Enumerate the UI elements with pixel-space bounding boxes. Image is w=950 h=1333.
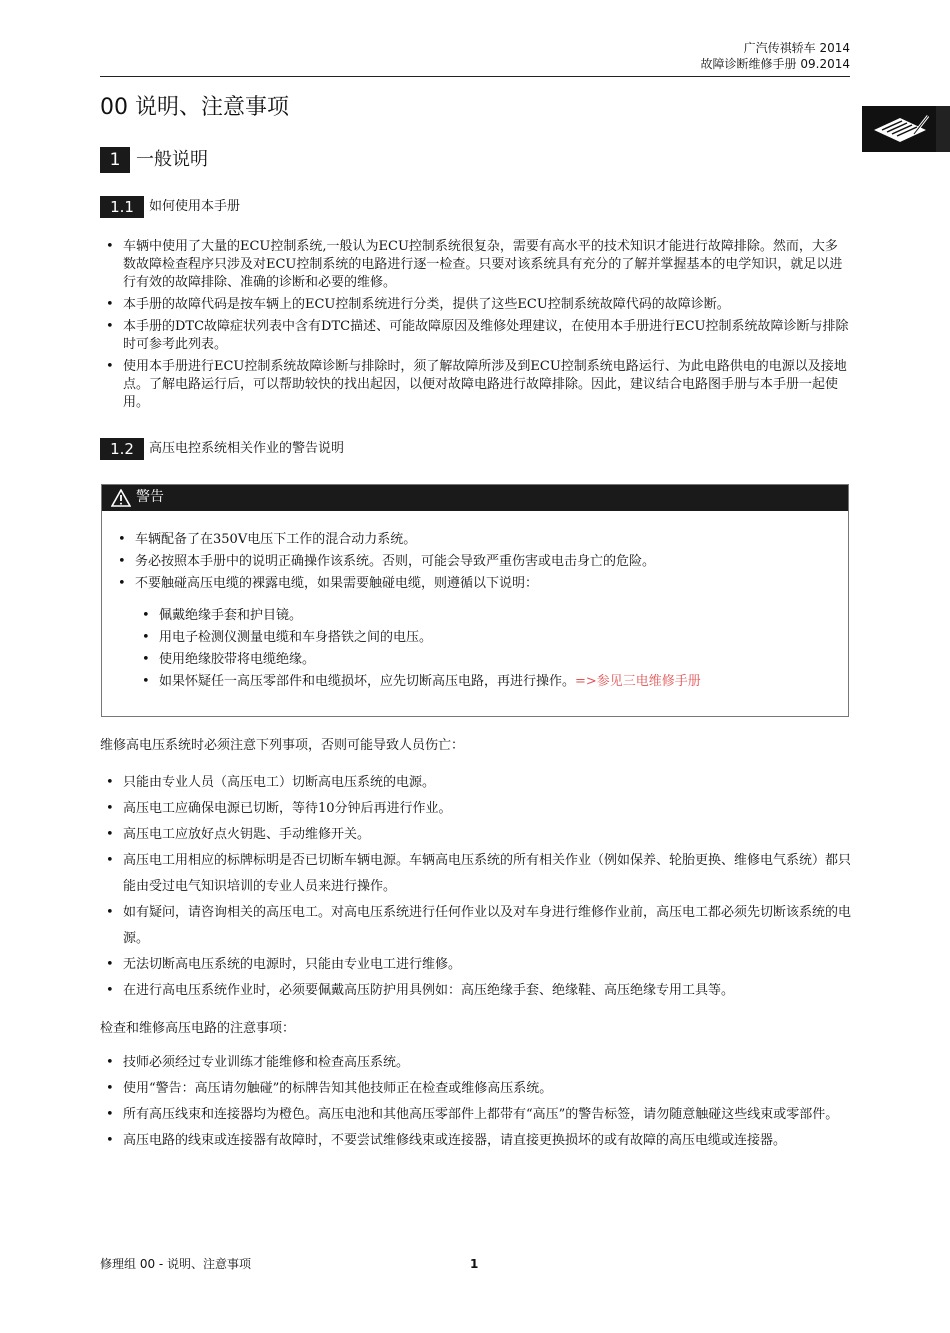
subsection-heading-1-1 [100, 196, 240, 218]
list-item: • 车辆中使用了大量的ECU控制系统,一般认为ECU控制系统很复杂，需要有高水平的技术知识才能进行故障排除。然而，大多数故障检查程序只涉及对ECU控制系统的电路进行逐一检查。只要对该系统具有充分的了解并掌握基本的电学知识，就足以进行有效的故障排除、准确的诊断和必要的维修。 [106, 239, 843, 290]
list-item: • 使用绝缘胶带将电缆绝缘。 [142, 652, 316, 667]
subsection-heading-1-2 [100, 438, 344, 460]
warning-bar [102, 485, 848, 511]
list-item: • 如果怀疑任一高压零部件和电缆损坏，应先切断高压电路，再进行操作。=>参见三电维修手册 [142, 674, 701, 689]
subsection-number: 1.2 [100, 438, 144, 460]
footer-chapter: 修理组 00 - 说明、注意事项 [100, 1257, 252, 1271]
list-item: • 使用“警告：高压请勿触碰”的标牌告知其他技师正在检查或维修高压系统。 [106, 1081, 553, 1096]
list-item: • 高压电工应确保电源已切断，等待10分钟后再进行作业。 [106, 801, 452, 816]
list-item: • 用电子检测仪测量电缆和车身搭铁之间的电压。 [142, 630, 433, 645]
list-item: • 佩戴绝缘手套和护目镜。 [142, 608, 303, 623]
list-item: • 本手册的DTC故障症状列表中含有DTC描述、可能故障原因及维修处理建议，在使用本手册进行ECU控制系统故障诊断与排除时可参考此列表。 [106, 319, 849, 352]
usage-list [100, 238, 850, 416]
list-item: • 在进行高电压系统作业时，必须要佩戴高压防护用具例如：高压绝缘手套、绝缘鞋、高压绝缘专用工具等。 [106, 983, 735, 998]
list-item: • 不要触碰高压电缆的裸露电缆，如果需要触碰电缆，则遵循以下说明： [118, 576, 539, 591]
list-item: • 如有疑问，请咨询相关的高压电工。对高电压系统进行任何作业以及对车身进行维修作业前，高压电工都必须先切断该系统的电源。 [106, 905, 852, 946]
page-number: 1 [470, 1257, 479, 1271]
list-item: • 无法切断高电压系统的电源时，只能由专业电工进行维修。 [106, 957, 462, 972]
warning-sublist [136, 605, 836, 693]
header-line2: 故障诊断维修手册 09.2014 [700, 57, 850, 71]
hv-intro-paragraph: 维修高电压系统时必须注意下列事项，否则可能导致人员伤亡： [100, 738, 465, 753]
subsection-number: 1.1 [100, 196, 144, 218]
inspection-list [100, 1050, 852, 1154]
list-item: • 高压电路的线束或连接器有故障时，不要尝试维修线束或连接器，请直接更换损坏的或有故障的高压电缆或连接器。 [106, 1133, 787, 1148]
inspection-intro-paragraph: 检查和维修高压电路的注意事项： [100, 1021, 296, 1036]
list-item: • 高压电工应放好点火钥匙、手动维修开关。 [106, 827, 371, 842]
page-title: 00 说明、注意事项 [100, 95, 289, 120]
section-title: 一般说明 [136, 149, 208, 170]
section-heading [100, 147, 208, 173]
warning-triangle-icon [111, 489, 131, 511]
list-item: • 高压电工用相应的标牌标明是否已切断车辆电源。车辆高电压系统的所有相关作业（例如保养、轮胎更换、维修电气系统）都只能由受过电气知识培训的专业人员来进行操作。 [106, 853, 852, 894]
section-tab [862, 106, 950, 152]
list-item: • 技师必须经过专业训练才能维修和检查高压系统。 [106, 1055, 410, 1070]
header-line1: 广汽传祺轿车 2014 [743, 41, 850, 55]
hv-precaution-list [100, 770, 852, 1004]
manual-reference-link[interactable]: =>参见三电维修手册 [575, 674, 701, 689]
list-item: • 所有高压线束和连接器均为橙色。高压电池和其他高压零部件上都带有“高压”的警告标签，请勿随意触碰这些线束或零部件。 [106, 1107, 839, 1122]
list-item: • 只能由专业人员（高压电工）切断高电压系统的电源。 [106, 775, 436, 790]
warning-label: 警告 [136, 489, 164, 505]
tab-edge [936, 106, 950, 152]
list-item: • 务必按照本手册中的说明正确操作该系统。否则，可能会导致严重伤害或电击身亡的危险。 [118, 554, 656, 569]
subsection-title: 如何使用本手册 [149, 199, 241, 214]
warning-box [101, 484, 849, 717]
section-number: 1 [100, 147, 130, 173]
header-divider [100, 76, 850, 77]
list-item: • 本手册的故障代码是按车辆上的ECU控制系统进行分类，提供了这些ECU控制系统故障代码的故障诊断。 [106, 297, 730, 312]
list-item: • 使用本手册进行ECU控制系统故障诊断与排除时，须了解故障所涉及到ECU控制系统电路运行、为此电路供电的电源以及接地点。了解电路运行后，可以帮助较快的找出起因，以便对故障电路进行故障排除。因此，建议结合电路图手册与本手册一起使用。 [106, 359, 847, 410]
notepad-pen-icon [870, 112, 932, 150]
subsection-title: 高压电控系统相关作业的警告说明 [149, 441, 345, 456]
list-item: • 车辆配备了在350V电压下工作的混合动力系统。 [118, 532, 417, 547]
warning-list [112, 529, 832, 595]
